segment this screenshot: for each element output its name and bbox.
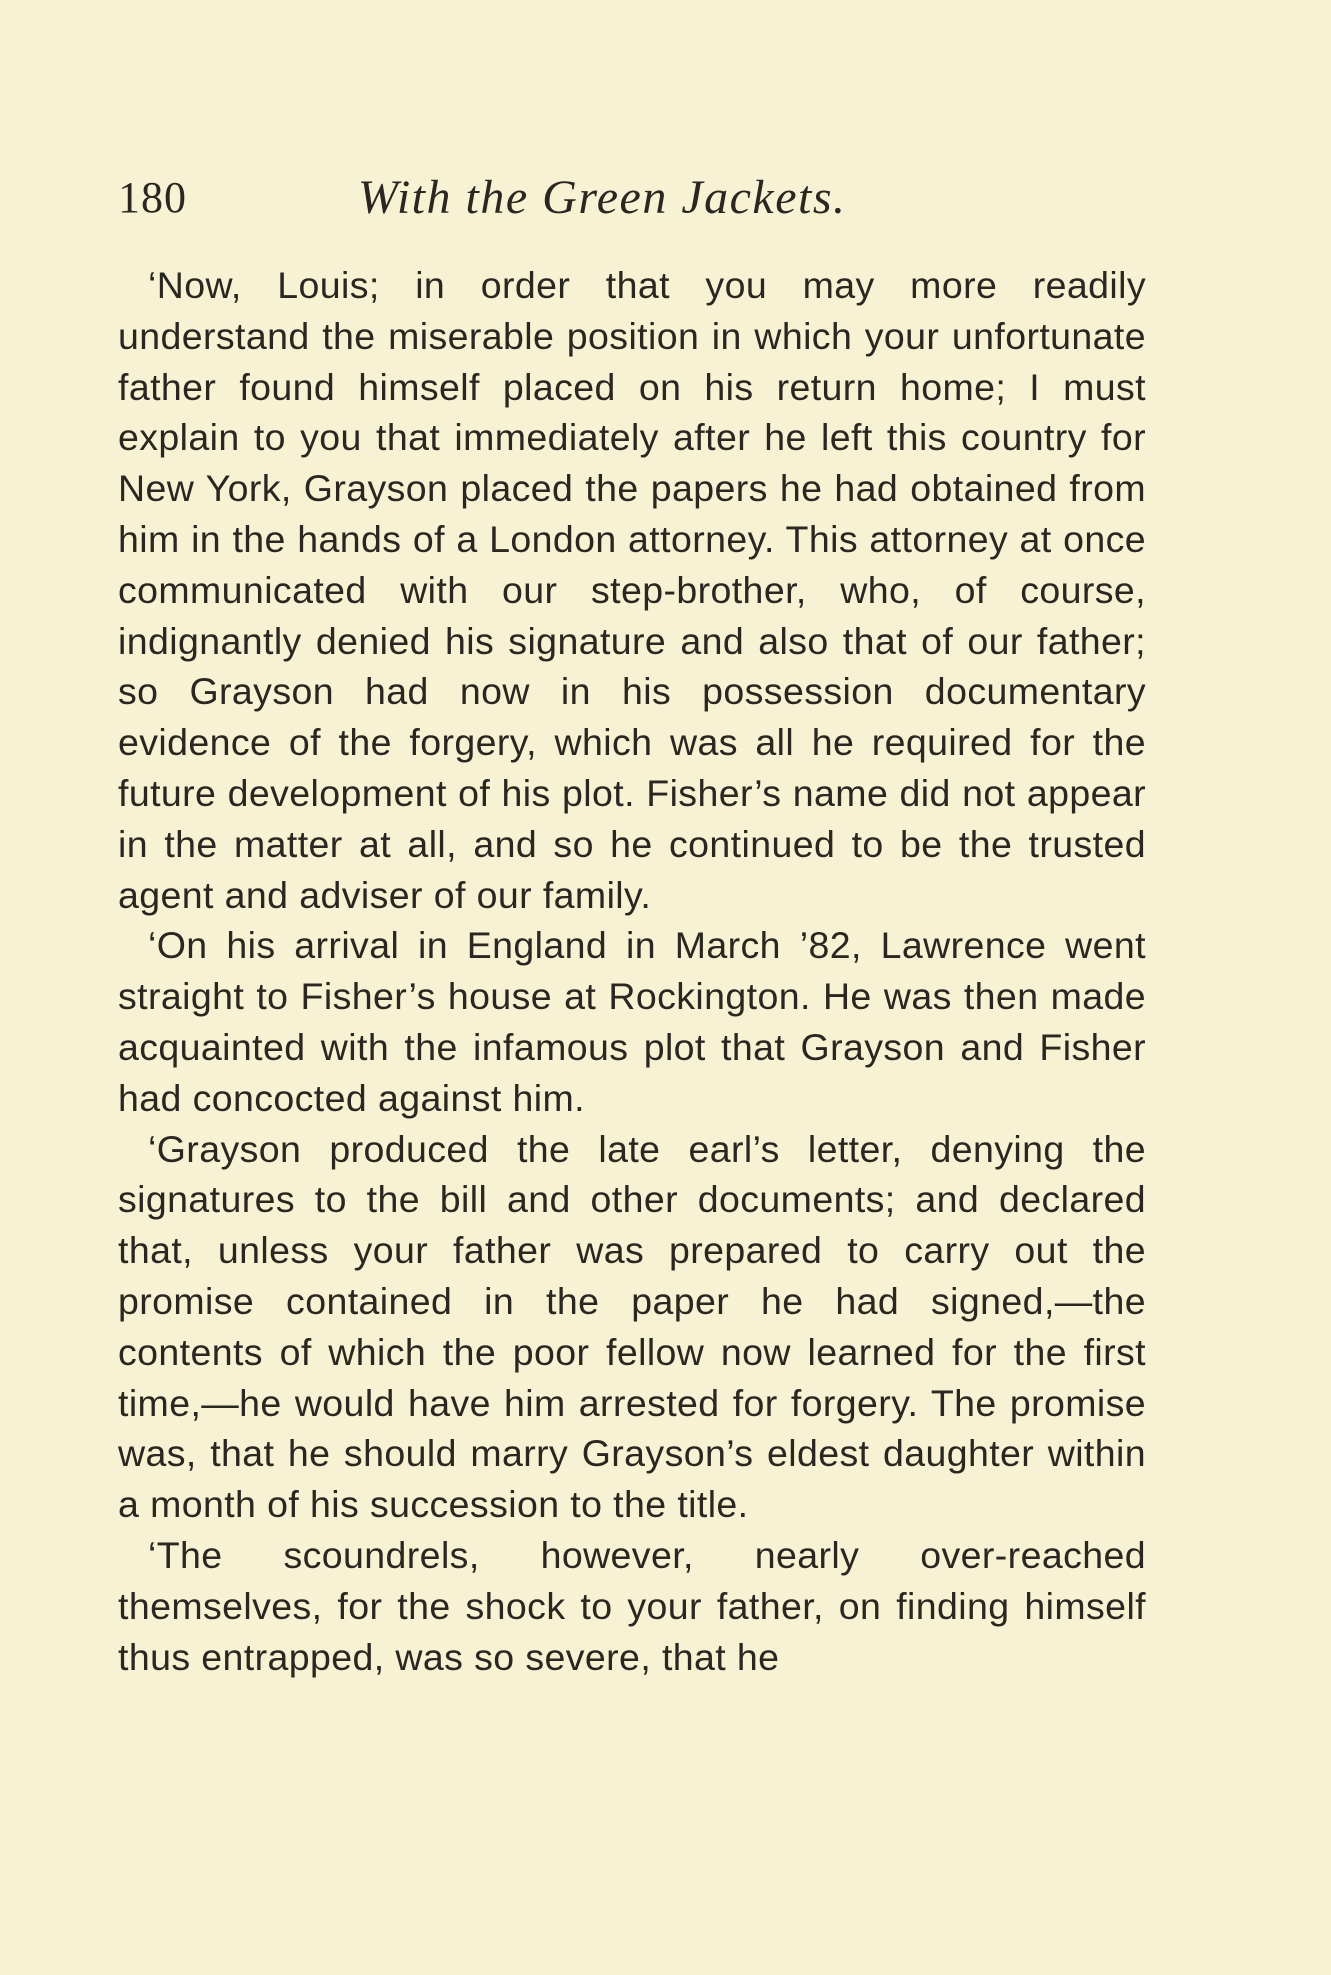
paragraph: ‘The scoundrels, however, nearly over-reached themselves, for the shock to your father, on finding himself thus entrapped, was so severe, that he: [118, 1533, 1146, 1678]
page-header: [118, 168, 1218, 238]
paragraph: ‘On his arrival in England in March ’82, Lawrence went straight to Fisher’s house at Rockington. He was then made acquainted with the infamous plot that Grayson and Fisher had concocted against him.: [118, 924, 1146, 1119]
page-number: 180: [118, 173, 187, 222]
body-text: [118, 260, 1146, 1682]
paragraph: ‘Now, Louis; in order that you may more readily understand the miserable position in which your unfortunate father found himself placed on his return home; I must explain to you that immediately after he left this country for New York, Grayson placed the papers he had obtained from him in the hands of a London attorney. This attorney at once communicated with our step-brother, who, of course, indignantly denied his signature and also that of our father; so Grayson had now in his possession documentary evidence of the forgery, which was all he required for the future development of his plot. Fisher’s name did not appear in the matter at all, and so he continued to be the trusted agent and adviser of our family.: [118, 264, 1146, 916]
paragraph: ‘Grayson produced the late earl’s letter, denying the signatures to the bill and other documents; and declared that, unless your father was prepared to carry out the promise contained in the paper he had signed,—the contents of which the poor fellow now learned for the first time,—he would have him arrested for forgery. The promise was, that he should marry Grayson’s eldest daughter within a month of his succession to the title.: [118, 1127, 1146, 1526]
running-title: With the Green Jackets.: [358, 171, 847, 224]
